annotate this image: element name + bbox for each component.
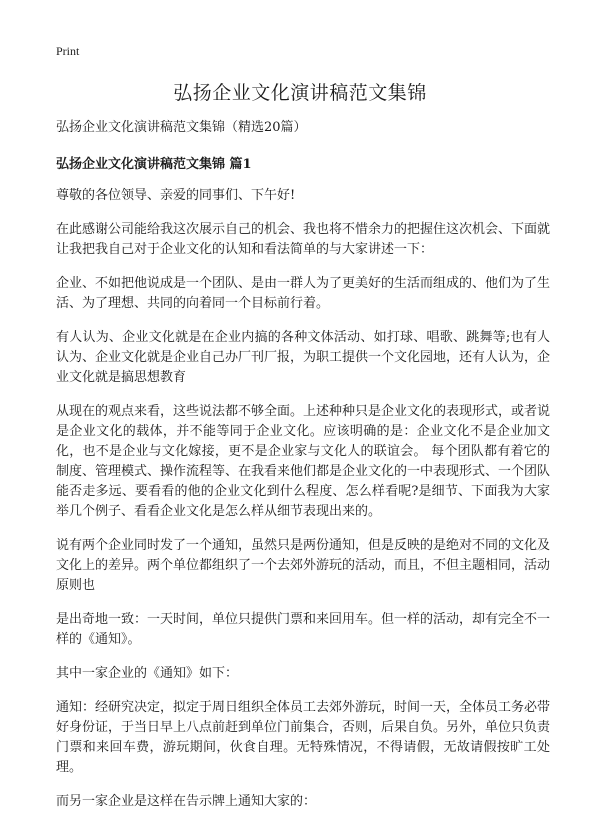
paragraph-greeting: 尊敬的各位领导、亲爱的同事们、下午好! (56, 188, 296, 203)
document-body (56, 118, 550, 826)
paragraph-intro: 在此感谢公司能给我这次展示自己的机会、我也将不惜余力的把握住这次机会、下面就让我把我自己对于企业文化的认知和看法简单的与大家讲述一下： (56, 222, 551, 257)
paragraph-notice-intro: 其中一家企业的《通知》如下： (56, 666, 239, 681)
document-subtitle: 弘扬企业文化演讲稿范文集锦（精选20篇） (56, 120, 307, 135)
paragraph-opinions: 有人认为、企业文化就是在企业内搞的各种文体活动、如打球、唱歌、跳舞等;也有人认为、企业文化就是企业自己办厂刊厂报，为职工提供一个文化园地，还有人认为，企业文化就是搞思想教育 (56, 330, 551, 385)
page-title: 弘扬企业文化演讲稿范文集锦 (173, 82, 427, 104)
section-heading: 弘扬企业文化演讲稿范文集锦 篇1 (56, 157, 252, 172)
paragraph-team: 企业、不如把他说成是一个团队、是由一群人为了更美好的生活而组成的、他们为了生活、为了理想、共同的向着同一个目标前行着。 (56, 276, 551, 311)
paragraph-notice: 通知：经研究决定，拟定于周日组织全体员工去郊外游玩，时间一天，全体员工务必带好身份证，于当日早上八点前赶到单位门前集合，否则，后果自负。另外，单位只负责门票和来回车费，游玩期间，伙食自理。无特殊情况，不得请假，无故请假按旷工处理。 (56, 700, 551, 775)
paragraph-analysis: 从现在的观点来看，这些说法都不够全面。上述种种只是企业文化的表现形式，或者说是企业文化的载体，并不能等同于企业文化。应该明确的是：企业文化不是企业加文化，也不是企业与文化嫁接，更不是企业家与文化人的联谊会。 每个团队都有着它的制度、管理模式、操作流程等、在我看来他们都是企业文化的一中表现形式、一个团队能否走多远、要看看的他的企业文化到什么程度、怎么样看呢?是细节、下面我为大家举几个例子、看看企业文化是怎么样从细节表现出来的。 (56, 404, 551, 519)
paragraph-example-cont: 是出奇地一致：一天时间，单位只提供门票和来回用车。但一样的活动，却有完全不一样的《通知》。 (56, 612, 551, 647)
paragraph-other-company: 而另一家企业是这样在告示牌上通知大家的： (56, 794, 317, 809)
print-link[interactable]: Print (56, 44, 80, 58)
paragraph-example: 说有两个企业同时发了一个通知，虽然只是两份通知，但是反映的是绝对不同的文化及文化上的差异。两个单位都组织了一个去郊外游玩的活动，而且，不但主题相同，活动原则也 (56, 538, 551, 593)
